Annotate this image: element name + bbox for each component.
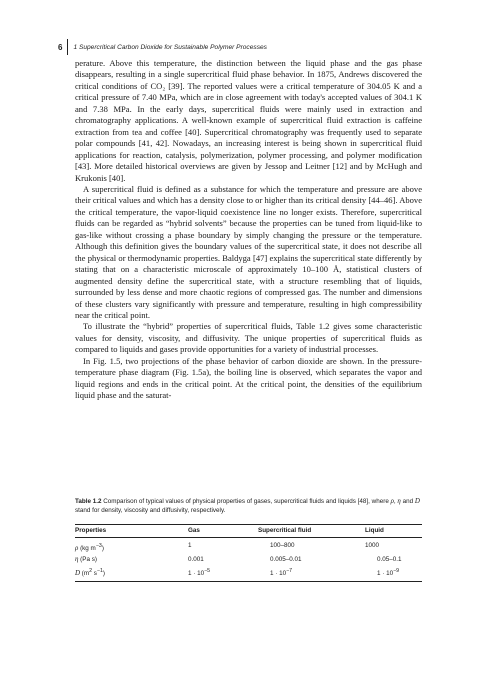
row-unit-exp-2: −1 xyxy=(96,567,103,574)
body-text xyxy=(75,58,422,402)
cell-supercritical-fluid xyxy=(258,566,365,582)
row-unit: (m xyxy=(81,569,90,577)
table-row xyxy=(75,538,422,555)
cell-liquid-value: 1 · 10 xyxy=(377,569,394,577)
header-liquid: Liquid xyxy=(365,527,384,535)
table-1-2 xyxy=(75,498,422,582)
cell-scf-value: 1 · 10 xyxy=(270,569,287,577)
chapter-title: 1 Supercritical Carbon Dioxide for Sustainable Polymer Processes xyxy=(73,43,267,51)
cell-property xyxy=(75,555,188,566)
row-unit-exp: −3 xyxy=(95,543,102,550)
table-label: Table 1.2 xyxy=(75,498,102,505)
table-row xyxy=(75,566,422,582)
cell-liquid-value: 1000 xyxy=(365,542,380,550)
cell-scf-exp: −7 xyxy=(286,567,293,574)
row-unit: (Pa s) xyxy=(80,556,97,564)
cell-liquid xyxy=(365,538,422,555)
paragraph-2: A supercritical fluid is defined as a substance for which the temperature and pressure are above their critical values and which has a density close to or higher than its critical density [44–46]. Above the critical temperature, the vapor-liquid coexistence line no longer exists. Therefore, supercritical fluids can be regarded as “hybrid solvents” because the properties can be tuned from liquid-like to gas-like without crossing a phase boundary by simply changing the pressure or the temperature. Although this definition gives the boundary values of the supercritical state, it does not describe all the physical or thermodynamic properties. Baldyga [47] explains the supercritical state differently by stating that on a characteristic microscale of approximately 10–100 Å, statistical clusters of augmented density define the supercritical state, with a structure resembling that of liquids, surrounded by less dense and more chaotic regions of compressed gas. The number and dimensions of these clusters vary significantly with pressure and temperature, resulting in high compressibility near the critical point. xyxy=(75,183,422,320)
cell-gas xyxy=(188,538,258,555)
row-unit-close: ) xyxy=(101,545,104,553)
cell-property xyxy=(75,566,188,582)
caption-sep-2: and xyxy=(402,498,414,505)
cell-scf-value: 0.005–0.01 xyxy=(270,556,302,564)
caption-text-post: stand for density, viscosity and diffusivity, respectively. xyxy=(75,506,226,514)
table-row xyxy=(75,555,422,566)
cell-liquid-value: 0.05–0.1 xyxy=(377,556,402,564)
row-unit-exp: 2 xyxy=(89,567,92,574)
symbol-rho: ρ xyxy=(390,498,394,505)
caption-text-pre: Comparison of typical values of physical properties of gases, supercritical fluids and liquids [48], where xyxy=(103,498,389,505)
header-supercritical-fluid: Supercritical fluid xyxy=(258,527,312,535)
header-gas: Gas xyxy=(188,527,200,535)
page-number: 6 xyxy=(58,42,63,52)
cell-gas-value: 0.001 xyxy=(188,556,204,564)
paragraph-4: In Fig. 1.5, two projections of the phase behavior of carbon dioxide are shown. In the pressure-temperature phase diagram (Fig. 1.5a), the boiling line is observed, which separates the vapor and liquid regions and ends in the critical point. At the critical point, the densities of the equilibrium liquid phase and the saturat- xyxy=(75,355,422,401)
caption-sep-1: , xyxy=(393,498,396,505)
row-unit: (kg m xyxy=(80,545,96,553)
cell-gas-exp: −5 xyxy=(204,567,211,574)
cell-supercritical-fluid xyxy=(258,538,365,555)
table-caption xyxy=(75,498,422,515)
cell-gas xyxy=(188,566,258,582)
cell-gas xyxy=(188,555,258,566)
cell-gas-value: 1 · 10 xyxy=(188,569,205,577)
row-symbol: D xyxy=(75,569,80,577)
header-properties: Properties xyxy=(75,527,107,535)
properties-table xyxy=(75,524,422,582)
cell-liquid xyxy=(365,555,422,566)
cell-property xyxy=(75,538,188,555)
cell-supercritical-fluid xyxy=(258,555,365,566)
cell-liquid-exp: −9 xyxy=(393,567,400,574)
running-head-divider xyxy=(67,39,68,55)
running-head xyxy=(58,38,267,56)
row-symbol: η xyxy=(75,556,79,564)
row-unit-mid: s xyxy=(92,569,97,577)
row-unit-close: ) xyxy=(102,569,106,577)
row-symbol: ρ xyxy=(75,545,79,553)
cell-liquid xyxy=(365,566,422,582)
paragraph-3: To illustrate the “hybrid” properties of supercritical fluids, Table 1.2 gives some characteristic values for density, viscosity, and diffusivity. The unique properties of supercritical fluids as compared to liquids and gases provide opportunities for a variety of industrial processes. xyxy=(75,321,422,355)
cell-scf-value: 100–800 xyxy=(270,542,295,550)
paragraph-1: perature. Above this temperature, the distinction between the liquid phase and the gas phase disappears, resulting in a single supercritical fluid phase behavior. In 1875, Andrews discovered the critical conditions of CO₂ [39]. The reported values were a critical temperature of 304.05 K and a critical pressure of 7.40 MPa, which are in close agreement with today's accepted values of 304.1 K and 7.38 MPa. In the early days, supercritical fluids were mainly used in extraction and chromatography applications. A well-known example of supercritical fluid extraction is caffeine extraction from tea and coffee [40]. Supercritical chromatography was frequently used to separate polar compounds [41, 42]. Nowadays, an increasing interest is being shown in supercritical fluid applications for reaction, catalysis, polymerization, polymer processing, and polymer modification [43]. More detailed historical overviews are given by Jessop and Leitner [12] and by McHugh and Krukonis [40]. xyxy=(75,58,422,183)
table-header-row xyxy=(75,525,422,538)
symbol-eta: η xyxy=(397,498,401,505)
cell-gas-value: 1 xyxy=(188,542,192,550)
symbol-d: D xyxy=(414,498,420,505)
